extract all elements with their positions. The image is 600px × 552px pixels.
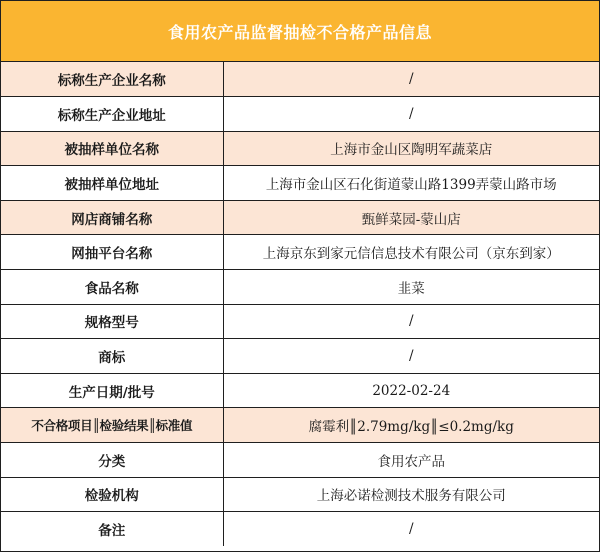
- table-row: [1, 62, 599, 97]
- sheet-title: 食用农产品监督抽检不合格产品信息: [1, 1, 599, 62]
- table-row: [1, 235, 599, 270]
- table-row: [1, 131, 599, 166]
- row-label: 生产日期/批号: [1, 373, 223, 408]
- row-label: 食品名称: [1, 270, 223, 305]
- row-label: 分类: [1, 443, 223, 478]
- table-row: [1, 373, 599, 408]
- row-value: 韭菜: [223, 270, 599, 305]
- table-row: [1, 97, 599, 132]
- row-value: /: [223, 304, 599, 339]
- table-row: [1, 200, 599, 235]
- row-value: /: [223, 339, 599, 374]
- table-row: [1, 443, 599, 478]
- row-label: 规格型号: [1, 304, 223, 339]
- row-label: 不合格项目║检验结果║标准值: [1, 408, 223, 443]
- row-label: 网抽平台名称: [1, 235, 223, 270]
- table-row: [1, 512, 599, 547]
- table-row: [1, 339, 599, 374]
- row-value: 上海市金山区石化街道蒙山路1399弄蒙山路市场: [223, 166, 599, 201]
- info-table: [1, 62, 599, 546]
- row-label: 标称生产企业名称: [1, 62, 223, 97]
- row-value: /: [223, 512, 599, 547]
- row-label: 检验机构: [1, 477, 223, 512]
- row-value: 上海市金山区陶明军蔬菜店: [223, 131, 599, 166]
- table-row: [1, 304, 599, 339]
- table-row: [1, 270, 599, 305]
- row-label: 标称生产企业地址: [1, 97, 223, 132]
- row-value: 食用农产品: [223, 443, 599, 478]
- row-value: 上海京东到家元信信息技术有限公司（京东到家）: [223, 235, 599, 270]
- row-label: 商标: [1, 339, 223, 374]
- row-label: 网店商铺名称: [1, 200, 223, 235]
- table-row: [1, 477, 599, 512]
- row-value: 腐霉利║2.79mg/kg║≤0.2mg/kg: [223, 408, 599, 443]
- row-value: 甄鲜菜园-蒙山店: [223, 200, 599, 235]
- row-value: /: [223, 62, 599, 97]
- row-label: 备注: [1, 512, 223, 547]
- row-value: 2022-02-24: [223, 373, 599, 408]
- table-row: [1, 408, 599, 443]
- row-value: 上海必诺检测技术服务有限公司: [223, 477, 599, 512]
- table-row: [1, 166, 599, 201]
- row-label: 被抽样单位地址: [1, 166, 223, 201]
- row-label: 被抽样单位名称: [1, 131, 223, 166]
- row-value: /: [223, 97, 599, 132]
